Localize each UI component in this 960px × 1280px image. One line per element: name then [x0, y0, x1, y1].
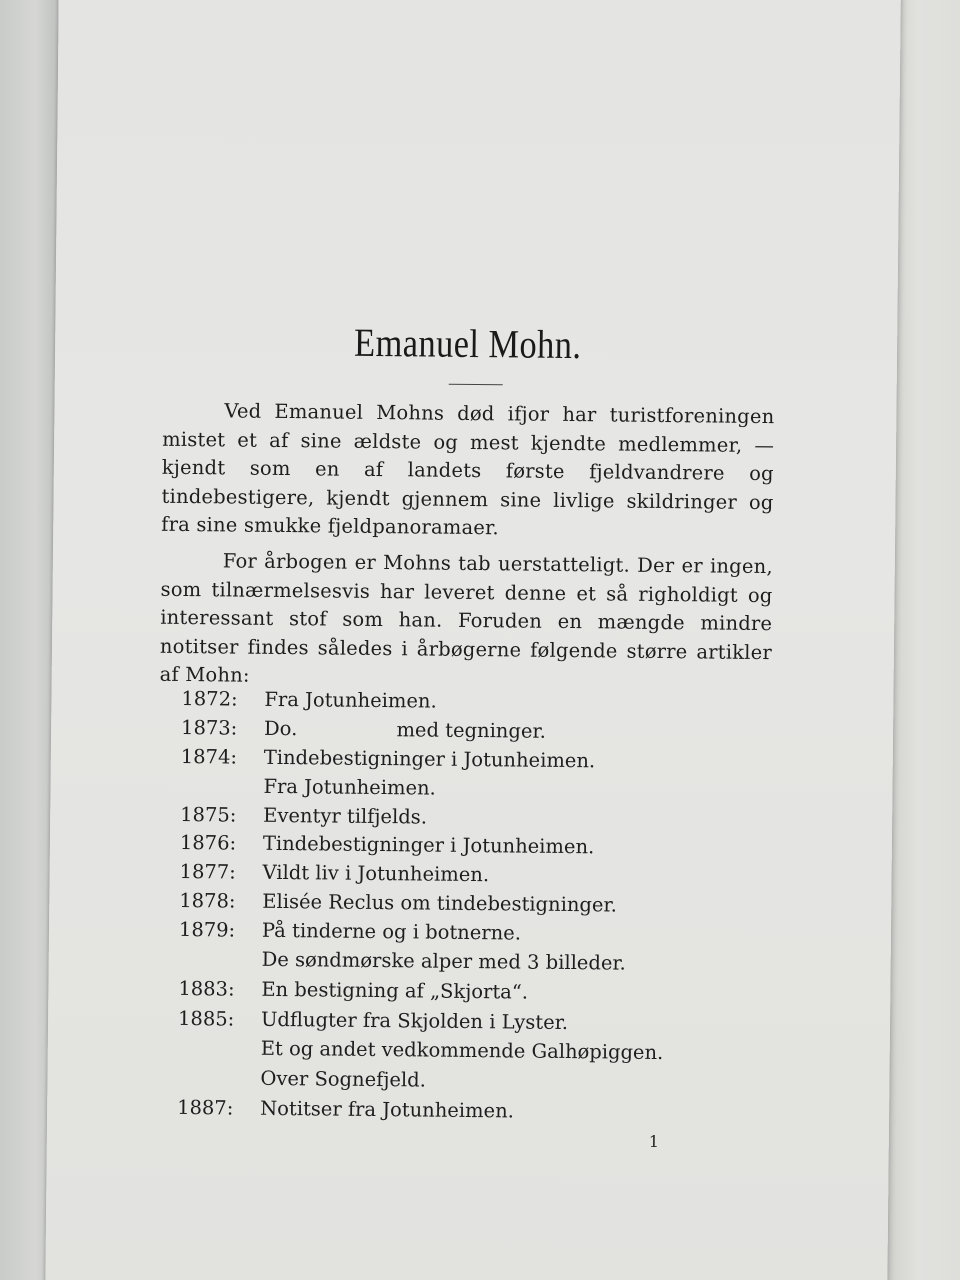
list-year — [181, 774, 251, 775]
list-year: 1878: — [179, 888, 236, 913]
article-title: Emanuel Mohn. — [353, 319, 582, 368]
list-entry: Do. med tegninger. — [263, 716, 546, 743]
list-entry: Eventyr tilfjelds. — [263, 803, 428, 829]
paragraph-2: For årbogen er Mohns tab uerstatteligt. Der er ingen, som tilnærmelsesvis har leveret denne et så righoldigt og interessant stof som han. Foruden en mængde mindre notitser findes således i årbøgerne følgende større artikler af Mohn: — [159, 549, 773, 687]
list-year: 1874: — [180, 744, 238, 769]
list-entry: Fra Jotunheimen. — [263, 774, 436, 800]
list-entry: Vildt liv i Jotunheimen. — [262, 860, 490, 887]
list-year — [178, 1036, 248, 1037]
list-entry: Et og andet vedkommende Galhøpiggen. — [260, 1036, 664, 1065]
list-year: 1876: — [179, 830, 237, 855]
list-entry: Tindebestigninger i Jotunheimen. — [262, 831, 595, 859]
list-entry: De søndmørske alper med 3 billeder. — [261, 947, 626, 975]
book-page — [45, 0, 901, 1280]
list-entry: Over Sognefjeld. — [260, 1066, 427, 1092]
list-entry: Tindebestigninger i Jotunheimen. — [263, 745, 596, 773]
list-entry: Fra Jotunheimen. — [264, 687, 437, 713]
title-rule — [449, 384, 503, 386]
list-year: 1872: — [181, 686, 238, 711]
list-year: 1877: — [179, 859, 236, 884]
list-year: 1887: — [177, 1095, 234, 1120]
list-year — [179, 947, 249, 948]
list-entry: Udflugter fra Skjolden i Lyster. — [260, 1007, 569, 1035]
list-entry: Elisée Reclus om tindebestigninger. — [262, 889, 617, 917]
list-year: 1873: — [181, 715, 238, 740]
list-year: 1883: — [178, 976, 235, 1001]
list-year — [178, 1066, 248, 1067]
next-page-edge — [890, 0, 960, 1280]
page-number: 1 — [648, 1131, 660, 1151]
list-year: 1875: — [180, 802, 237, 827]
list-year: 1879: — [178, 917, 236, 942]
list-entry: Notitser fra Jotunheimen. — [260, 1096, 515, 1123]
list-entry: På tinderne og i botnerne. — [261, 918, 522, 945]
list-year: 1885: — [177, 1006, 235, 1031]
paragraph-1: Ved Emanuel Mohns død ifjor har turistforeningen mistet et af sine ældste og mest kjendte medlemmer, — kjendt som en af landets første fjeldvandrere og tindebestigere, kjendt gjennem sine livlige skildringer og fra sine smukke fjeldpanoramaer. — [161, 399, 775, 540]
list-entry: En bestigning af „Skjorta“. — [261, 977, 529, 1004]
